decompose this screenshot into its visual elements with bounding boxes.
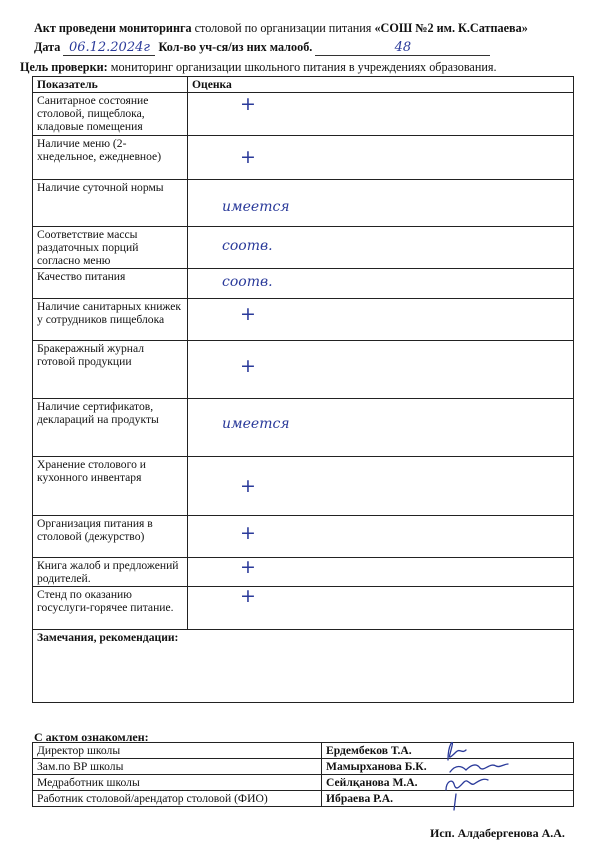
- rating-mark: имеется: [222, 199, 290, 215]
- title-plain-part: столовой по организации питания: [191, 21, 375, 35]
- ack-name: Сейлқанова М.А.: [322, 775, 574, 791]
- rating-mark: +: [240, 585, 256, 607]
- remarks-label: Замечания, рекомендации:: [33, 630, 574, 703]
- table-row: [33, 587, 574, 630]
- table-row: [33, 558, 574, 587]
- date-label: Дата: [34, 40, 61, 54]
- table-row: [33, 180, 574, 227]
- ack-role: Работник столовой/арендатор столовой (ФИО): [33, 791, 322, 807]
- purpose-text: мониторинг организации школьного питания в учреждениях образования.: [107, 60, 497, 74]
- indicator-label: Наличие сертификатов, деклараций на продукты: [33, 399, 188, 457]
- rating-mark: +: [240, 475, 256, 497]
- table-row: [33, 457, 574, 516]
- indicator-label: Санитарное состояние столовой, пищеблока, кладовые помещения: [33, 93, 188, 136]
- rating-mark: имеется: [222, 416, 290, 432]
- monitoring-table: [32, 76, 574, 703]
- table-row: [33, 399, 574, 457]
- rating-mark: +: [240, 556, 256, 578]
- count-value: 48: [394, 40, 412, 55]
- ack-title: С актом ознакомлен:: [34, 730, 149, 744]
- remarks-row: [33, 630, 574, 703]
- signatures-scrawl: [442, 734, 522, 814]
- act-title: [34, 21, 528, 36]
- rating-mark: +: [240, 522, 256, 544]
- table-row: [33, 269, 574, 299]
- purpose-line: [20, 60, 497, 75]
- table-row: [33, 516, 574, 558]
- ack-role: Зам.по ВР школы: [33, 759, 322, 775]
- table-row: [33, 227, 574, 269]
- table-row: [33, 341, 574, 399]
- table-row: [33, 136, 574, 180]
- ack-name: Ердембеков Т.А.: [322, 743, 574, 759]
- count-label: Кол-во уч-ся/из них малооб.: [158, 40, 313, 54]
- ack-role: Медработник школы: [33, 775, 322, 791]
- ack-role: Директор школы: [33, 743, 322, 759]
- indicator-label: Бракеражный журнал готовой продукции: [33, 341, 188, 399]
- date-value: 06.12.2024г: [68, 40, 150, 55]
- indicator-label: Наличие санитарных книжек у сотрудников пищеблока: [33, 299, 188, 341]
- column-header-rating: Оценка: [188, 77, 574, 93]
- ack-name: Ибраева Р.А.: [322, 791, 574, 807]
- purpose-label: Цель проверки:: [20, 60, 108, 74]
- rating-mark: +: [240, 93, 256, 115]
- indicator-label: Книга жалоб и предложений родителей.: [33, 558, 188, 587]
- indicator-label: Наличие суточной нормы: [33, 180, 188, 227]
- indicator-label: Стенд по оказанию госуслуги-горячее питание.: [33, 587, 188, 630]
- school-name: «СОШ №2 им. К.Сатпаева»: [374, 21, 528, 35]
- table-header-row: [33, 77, 574, 93]
- rating-mark: +: [240, 303, 256, 325]
- rating-mark: +: [240, 146, 256, 168]
- indicator-label: Наличие меню (2-хнедельное, ежедневное): [33, 136, 188, 180]
- ack-name: Мамырханова Б.К.: [322, 759, 574, 775]
- indicator-label: Организация питания в столовой (дежурство): [33, 516, 188, 558]
- indicator-label: Соответствие массы раздаточных порций согласно меню: [33, 227, 188, 269]
- rating-mark: соотв.: [222, 274, 273, 290]
- column-header-indicator: Показатель: [33, 77, 188, 93]
- executor: Исп. Алдабергенова А.А.: [430, 826, 565, 840]
- title-bold-part: Акт проведени мониторинга: [34, 21, 192, 35]
- rating-mark: соотв.: [222, 238, 273, 254]
- rating-mark: +: [240, 355, 256, 377]
- date-count-line: [34, 40, 490, 56]
- table-row: [33, 299, 574, 341]
- indicator-label: Хранение столового и кухонного инвентаря: [33, 457, 188, 516]
- table-row: [33, 93, 574, 136]
- indicator-label: Качество питания: [33, 269, 188, 299]
